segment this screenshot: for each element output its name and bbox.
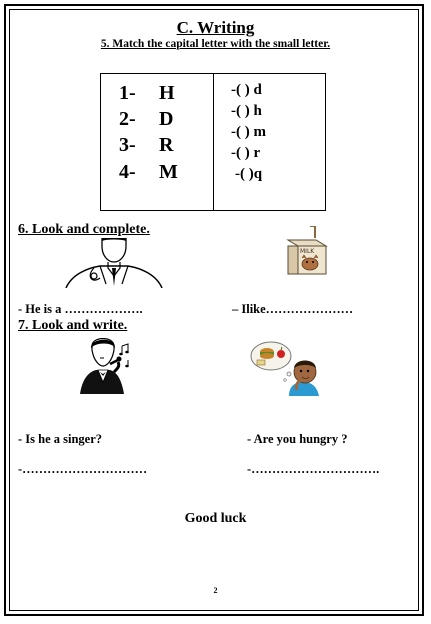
page-number: 2 [213, 586, 218, 595]
page-title: C. Writing [176, 18, 255, 37]
question-singer: - Is he a singer? [18, 432, 103, 446]
sentence-i-like: – Ilike………………… [232, 302, 354, 316]
milk-label-text: MILK [300, 248, 315, 255]
capital-letter: R [159, 134, 174, 156]
closing-text: Good luck [184, 511, 247, 526]
capital-row-1 [119, 82, 175, 105]
small-letter-row-4: -( ) r [231, 145, 261, 161]
capital-number: 3- [119, 134, 136, 156]
doctor-image [64, 238, 164, 288]
question-hungry: - Are you hungry ? [247, 432, 348, 446]
capital-number: 1- [119, 82, 136, 104]
answer-line-right: -…………………………. [247, 462, 380, 476]
singer-image [70, 338, 134, 396]
capital-letter: D [159, 108, 174, 130]
capital-number: 2- [119, 108, 136, 130]
sentence-he-is-a: - He is a ………………. [18, 302, 143, 316]
table-divider [213, 74, 214, 210]
section-7-heading: 7. Look and write. [18, 318, 128, 333]
small-letter-row-2: -( ) h [231, 103, 262, 119]
section-6-heading: 6. Look and complete. [18, 222, 150, 237]
matching-table [100, 73, 326, 211]
answer-line-left: -………………………… [18, 462, 148, 476]
small-letter-row-3: -( ) m [231, 124, 266, 140]
hungry-boy-image [249, 340, 321, 396]
capital-number: 4- [119, 161, 136, 183]
capital-row-4 [119, 161, 178, 184]
capital-row-3 [119, 134, 173, 157]
capital-row-2 [119, 108, 173, 131]
capital-letter: H [159, 82, 175, 104]
small-letter-row-1: -( ) d [231, 82, 262, 98]
small-letter-row-5: -( )q [235, 166, 263, 182]
milk-carton-image [282, 226, 334, 276]
instruction-5: 5. Match the capital letter with the small letter. [100, 38, 331, 50]
capital-letter: M [159, 161, 178, 183]
